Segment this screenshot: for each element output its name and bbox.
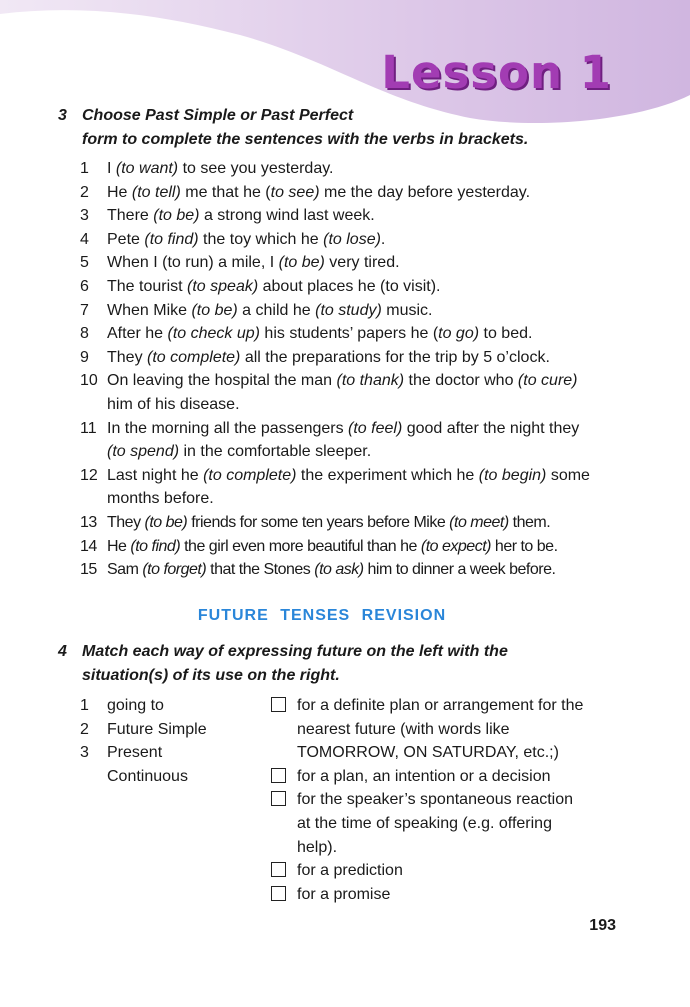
sentence-text: They <box>107 513 145 531</box>
sentence-text: the girl even more beautiful than he <box>180 537 421 555</box>
sentence-item <box>80 275 600 299</box>
sentence-text: them. <box>508 513 551 531</box>
instruction-line: Choose Past Simple or Past Perfect <box>82 107 354 124</box>
item-number: 14 <box>80 537 97 555</box>
item-number: 8 <box>80 325 89 343</box>
item-number: 11 <box>80 419 97 437</box>
sentence-item <box>80 346 600 370</box>
list-item <box>80 718 260 742</box>
item-number: 7 <box>80 301 89 319</box>
sentence-text: all the preparations for the trip by 5 o’clock. <box>240 348 550 366</box>
verb-prompt: (to meet) <box>449 513 509 531</box>
item-number: 3 <box>80 207 89 225</box>
sentence-text: him to dinner a week before. <box>363 561 556 579</box>
option-row <box>271 765 601 789</box>
sentence-item <box>80 417 600 464</box>
verb-prompt: (to ask) <box>314 561 364 579</box>
answer-checkbox[interactable] <box>271 791 286 806</box>
sentence-text: After he <box>107 325 168 343</box>
item-number: 6 <box>80 277 89 295</box>
sentence-item <box>80 535 600 559</box>
option-text: for the speaker’s spontaneous reaction at the time of speaking (e.g. offering help). <box>297 791 574 856</box>
sentence-item <box>80 511 600 535</box>
sentence-text: In the morning all the passengers <box>107 419 349 437</box>
option-row <box>271 859 601 883</box>
verb-prompt: (to lose) <box>323 230 381 248</box>
item-number: 3 <box>80 744 89 762</box>
sentence-text: There <box>107 207 154 225</box>
sentence-text: good after the night they <box>402 419 580 437</box>
verb-prompt: (to tell) <box>131 183 181 201</box>
sentence-text: . <box>380 230 386 248</box>
lesson-title: Lesson 1 <box>381 46 612 99</box>
verb-prompt: (to cure) <box>517 372 578 390</box>
item-label: Present Continuous <box>107 744 188 785</box>
exercise-3-sentence-list <box>80 157 600 582</box>
option-row <box>271 883 601 907</box>
verb-prompt: (to want) <box>115 160 179 177</box>
item-number: 1 <box>80 697 89 714</box>
verb-prompt: (to be) <box>278 254 325 272</box>
sentence-text: the experiment which he <box>296 466 479 484</box>
sentence-text: They <box>107 348 148 366</box>
sentence-text: the doctor who <box>404 372 518 390</box>
item-number: 12 <box>80 466 98 484</box>
sentence-item <box>80 157 600 181</box>
sentence-text: He <box>107 183 132 201</box>
sentence-text: his students’ papers he ( <box>259 325 439 343</box>
sentence-text: that the Stones <box>206 561 315 579</box>
sentence-text: in the comfortable sleeper. <box>179 443 372 461</box>
item-label: going to <box>107 697 164 714</box>
option-row <box>271 788 587 859</box>
sentence-text: a child he <box>237 301 316 319</box>
sentence-item <box>80 228 600 252</box>
verb-prompt: (to find) <box>130 537 181 555</box>
option-text: for a prediction <box>297 862 403 880</box>
verb-prompt: (to spend) <box>107 443 180 461</box>
sentence-item <box>80 181 600 205</box>
sentence-text: friends for some ten years before Mike <box>187 513 450 531</box>
verb-prompt: (to find) <box>144 230 199 248</box>
answer-checkbox[interactable] <box>271 862 286 877</box>
exercise-number: 4 <box>58 643 67 660</box>
sentence-text: music. <box>381 301 433 319</box>
instruction-line: situation(s) of its use on the right. <box>82 667 340 684</box>
verb-prompt: (to forget) <box>142 561 207 579</box>
answer-checkbox[interactable] <box>271 886 286 901</box>
sentence-text: me the day before yesterday. <box>319 183 531 201</box>
section-title: FUTURE TENSES REVISION <box>197 607 447 624</box>
item-number: 15 <box>80 561 97 579</box>
item-number: 1 <box>80 160 89 177</box>
verb-prompt: (to speak) <box>187 277 259 295</box>
sentence-text: Last night he <box>107 466 204 484</box>
sentence-text: the toy which he <box>198 230 324 248</box>
verb-prompt: (to study) <box>315 301 382 319</box>
sentence-text: Pete <box>107 230 145 248</box>
verb-prompt: (to begin) <box>478 466 547 484</box>
item-number: 2 <box>80 183 89 201</box>
sentence-text: her to be. <box>490 537 558 555</box>
verb-prompt: (to check up) <box>167 325 260 343</box>
verb-prompt: (to feel) <box>348 419 403 437</box>
sentence-text: to see you yesterday. <box>178 160 334 177</box>
verb-prompt: (to complete) <box>203 466 297 484</box>
verb-prompt: to see) <box>270 183 320 201</box>
verb-prompt: (to be) <box>153 207 200 225</box>
list-item <box>80 741 197 788</box>
verb-prompt: to go) <box>438 325 480 343</box>
sentence-text: to bed. <box>479 325 533 343</box>
sentence-text: Sam <box>107 561 143 579</box>
option-text: for a plan, an intention or a decision <box>297 767 551 785</box>
item-number: 10 <box>80 372 98 390</box>
instruction-line: form to complete the sentences with the verbs in brackets. <box>82 131 529 148</box>
sentence-text: The tourist <box>107 277 188 295</box>
item-number: 13 <box>80 513 97 531</box>
sentence-item <box>80 369 600 416</box>
item-number: 4 <box>80 230 89 248</box>
sentence-item <box>80 558 600 582</box>
sentence-item <box>80 299 600 323</box>
item-number: 5 <box>80 254 89 272</box>
sentence-text: I <box>107 160 116 177</box>
sentence-text: very tired. <box>324 254 400 272</box>
sentence-item <box>80 204 600 228</box>
verb-prompt: (to be) <box>144 513 188 531</box>
sentence-text: about places he (to visit). <box>258 277 441 295</box>
future-forms-list <box>80 694 260 788</box>
sentence-text: He <box>107 537 131 555</box>
verb-prompt: (to expect) <box>420 537 491 555</box>
item-number: 9 <box>80 348 89 366</box>
verb-prompt: (to be) <box>191 301 238 319</box>
sentence-text: some months before. <box>107 466 590 508</box>
sentence-text: When I (to run) a mile, I <box>107 254 279 272</box>
item-number: 2 <box>80 720 89 738</box>
verb-prompt: (to complete) <box>147 348 241 366</box>
answer-checkbox[interactable] <box>271 768 286 783</box>
option-text: for a definite plan or arrangement for the nearest future (with words like TOMORROW, ON SATURDAY, etc.;) <box>297 697 584 762</box>
sentence-text: a strong wind last week. <box>199 207 375 225</box>
sentence-text: When Mike <box>107 301 192 319</box>
option-text: for a promise <box>297 885 391 903</box>
sentence-text: On leaving the hospital the man <box>107 372 337 390</box>
situation-options-list <box>271 694 601 906</box>
instruction-line: Match each way of expressing future on the left with the <box>82 643 508 660</box>
sentence-item <box>80 251 600 275</box>
sentence-item <box>80 322 600 346</box>
exercise-number: 3 <box>58 107 67 124</box>
sentence-item <box>80 464 600 511</box>
verb-prompt: (to thank) <box>336 372 405 390</box>
option-row <box>271 694 597 765</box>
answer-checkbox[interactable] <box>271 697 286 712</box>
sentence-text: him of his disease. <box>107 395 240 413</box>
list-item <box>80 694 260 718</box>
sentence-text: me that he ( <box>180 183 271 201</box>
page-number: 193 <box>589 917 616 934</box>
item-label: Future Simple <box>107 720 207 738</box>
